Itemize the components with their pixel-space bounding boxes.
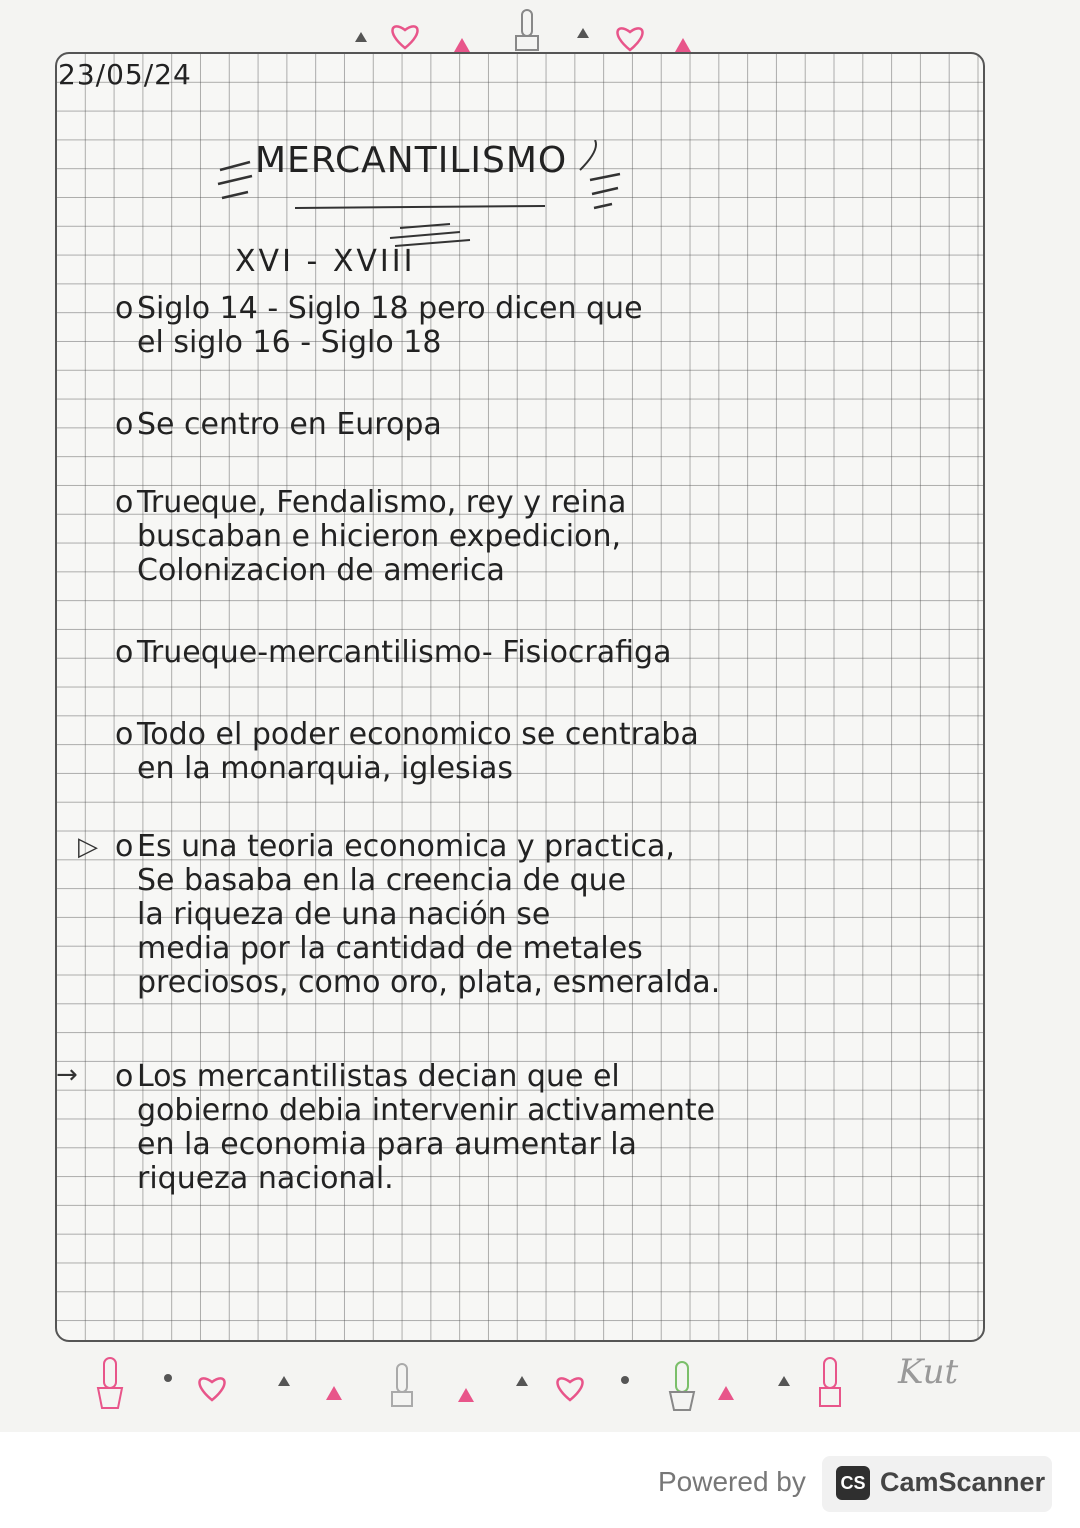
heart-icon (557, 1378, 582, 1400)
bullet-icon: o (115, 717, 134, 752)
note-item: o Los mercantilistas decian que el gobierno debia intervenir activamente en la economia para aumentar la riqueza nacional. (115, 1059, 716, 1196)
page-subtitle: XVI - XVIII (235, 244, 416, 279)
triangle-icon (326, 1386, 342, 1400)
triangle-icon (577, 28, 589, 38)
camscanner-logo-icon: CS (836, 1466, 870, 1500)
bullet-icon: o (115, 485, 134, 520)
bullet-icon: o (115, 1059, 134, 1094)
triangle-icon (516, 1376, 528, 1386)
bullet-icon: o (115, 407, 134, 442)
camscanner-brand-name: CamScanner (880, 1467, 1046, 1497)
note-item: o Se centro en Europa (115, 407, 442, 442)
camscanner-badge[interactable] (822, 1456, 1052, 1512)
triangle-icon (718, 1386, 734, 1400)
heart-icon (199, 1378, 224, 1400)
heart-icon (392, 26, 417, 48)
bullet-icon: o (115, 291, 134, 326)
bullet-icon: o (115, 635, 134, 670)
heart-icon (617, 28, 642, 50)
triangle-icon (778, 1376, 790, 1386)
triangle-icon (278, 1376, 290, 1386)
cactus-icon (98, 1358, 122, 1408)
page-title: MERCANTILISMO (255, 140, 568, 181)
arrow-icon: → (56, 1060, 78, 1090)
top-decoration (0, 0, 1080, 60)
triangle-icon (454, 38, 470, 52)
dot-icon (164, 1374, 172, 1382)
note-item: o Todo el poder economico se centraba en la monarquia, iglesias (115, 717, 699, 786)
cactus-icon (820, 1358, 840, 1406)
cactus-icon (670, 1362, 694, 1410)
note-item: o Es una teoria economica y practica, Se basaba en la creencia de que la riqueza de una nación se media por la cantidad de metales preciosos, como oro, plata, esmeralda. (115, 829, 721, 1000)
bullet-icon: o (115, 829, 134, 864)
title-underline-decoration (200, 140, 640, 260)
triangle-icon (355, 32, 367, 42)
triangle-icon (675, 38, 691, 52)
powered-by-text: Powered by (658, 1466, 806, 1497)
arrow-icon: ▷ (78, 832, 98, 862)
triangle-icon (458, 1388, 474, 1402)
note-item: o Trueque-mercantilismo- Fisiocrafiga (115, 635, 672, 670)
note-item: o Siglo 14 - Siglo 18 pero dicen que el siglo 16 - Siglo 18 (115, 291, 643, 360)
dot-icon (621, 1376, 629, 1384)
cactus-icon (516, 10, 538, 50)
date: 23/05/24 (58, 58, 192, 91)
note-item: o Trueque, Fendalismo, rey y reina buscaban e hicieron expedicion, Colonizacion de america (115, 485, 627, 588)
cactus-icon (392, 1364, 412, 1406)
signature: Kut (898, 1352, 959, 1392)
